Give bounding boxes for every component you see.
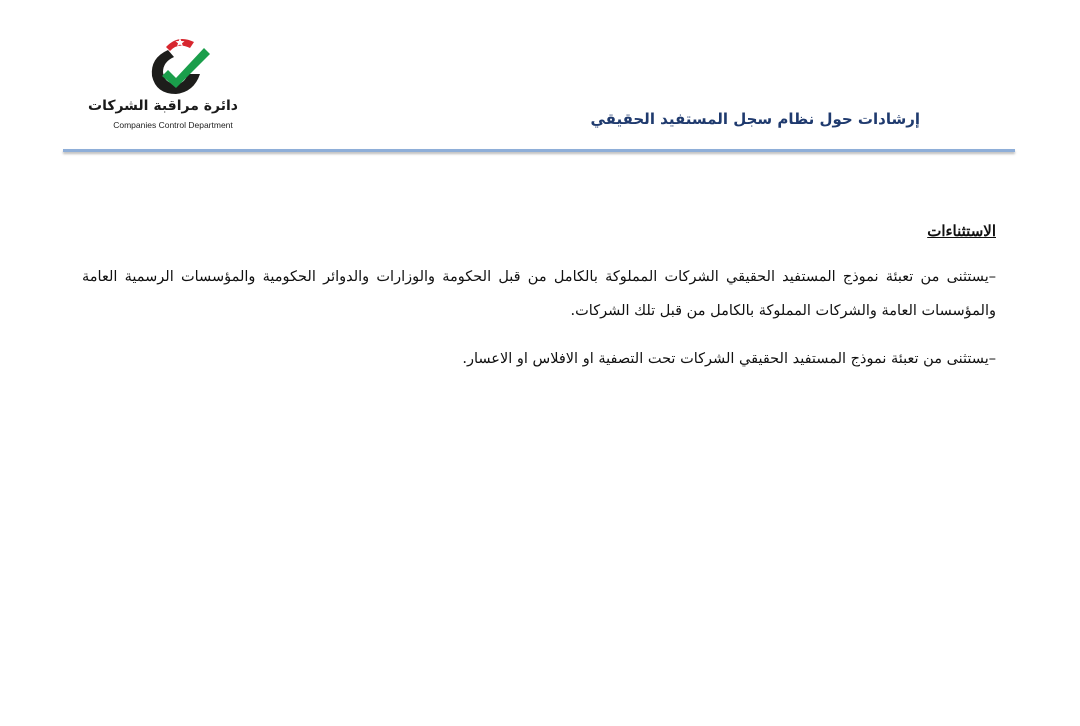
department-logo [88,34,240,134]
jordan-flag-checkmark-logo-icon [144,34,214,96]
header-divider [63,149,1015,152]
logo-english-name: Companies Control Department [113,120,233,130]
section-heading: الاستثناءات [927,222,996,240]
document-body [82,222,996,390]
page-title: إرشادات حول نظام سجل المستفيد الحقيقي [590,110,920,128]
paragraph-exemption-government: –يستثنى من تعبئة نموذج المستفيد الحقيقي الشركات المملوكة بالكامل من قبل الحكومة والوزارات والدوائر الحكومية والمؤسسات الرسمية العامة والمؤسسات العامة والشركات المملوكة بالكامل من قبل تلك الشركات. [82,269,996,319]
paragraph-exemption-liquidation: –يستثنى من تعبئة نموذج المستفيد الحقيقي الشركات تحت التصفية او الافلاس او الاعسار. [462,351,996,367]
logo-arabic-name: دائرة مراقبة الشركات [88,98,238,114]
